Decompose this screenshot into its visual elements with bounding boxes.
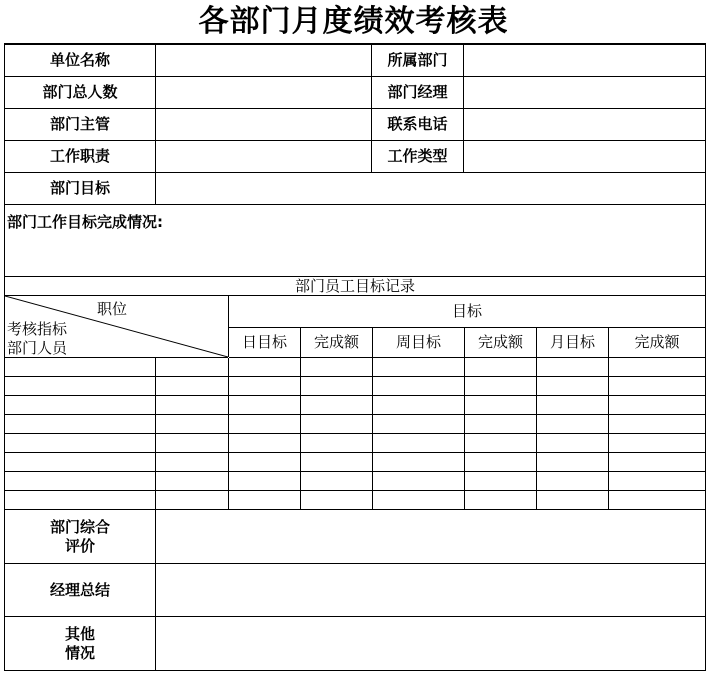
table-cell[interactable] [465,434,537,453]
evaluation-form [4,43,706,671]
header-target: 目标 [229,296,705,328]
col-daily-done: 完成额 [301,328,373,358]
table-cell[interactable] [301,434,373,453]
col-weekly-done: 完成额 [465,328,537,358]
table-cell[interactable] [373,472,465,491]
table-cell[interactable] [5,358,156,377]
input-total-staff[interactable] [156,77,372,109]
table-cell[interactable] [373,358,465,377]
table-cell[interactable] [373,434,465,453]
table-cell[interactable] [156,453,229,472]
table-cell[interactable] [465,377,537,396]
label-other: 其他 情况 [5,617,156,671]
label-goal: 部门目标 [5,173,156,205]
page-title: 各部门月度绩效考核表 [198,4,509,39]
table-cell[interactable] [465,415,537,434]
input-overall-evaluation[interactable] [156,510,705,564]
table-cell[interactable] [373,396,465,415]
label-department: 所属部门 [372,45,464,77]
table-cell[interactable] [373,491,465,510]
label-total-staff: 部门总人数 [5,77,156,109]
table-cell[interactable] [465,491,537,510]
input-unit-name[interactable] [156,45,372,77]
input-duties[interactable] [156,141,372,173]
record-heading: 部门员工目标记录 [5,277,705,296]
table-cell[interactable] [301,396,373,415]
table-cell[interactable] [229,472,301,491]
table-cell[interactable] [301,453,373,472]
table-cell[interactable] [465,358,537,377]
input-supervisor[interactable] [156,109,372,141]
label-overall-evaluation: 部门综合 评价 [5,510,156,564]
table-cell[interactable] [229,434,301,453]
table-cell[interactable] [301,491,373,510]
table-cell[interactable] [156,377,229,396]
table-cell[interactable] [156,396,229,415]
table-cell[interactable] [465,396,537,415]
table-cell[interactable] [5,434,156,453]
header-indicator: 考核指标 [7,320,68,338]
table-cell[interactable] [609,396,705,415]
table-cell[interactable] [301,358,373,377]
col-daily-target: 日目标 [229,328,301,358]
table-cell[interactable] [156,415,229,434]
table-cell[interactable] [229,377,301,396]
table-cell[interactable] [229,453,301,472]
table-cell[interactable] [537,358,609,377]
table-cell[interactable] [156,472,229,491]
col-weekly-target: 周目标 [373,328,465,358]
label-phone: 联系电话 [372,109,464,141]
table-cell[interactable] [373,453,465,472]
header-staff: 部门人员 [7,339,68,357]
table-cell[interactable] [5,396,156,415]
input-department[interactable] [464,45,705,77]
table-cell[interactable] [229,396,301,415]
table-cell[interactable] [5,453,156,472]
table-cell[interactable] [609,491,705,510]
table-cell[interactable] [537,434,609,453]
table-cell[interactable] [156,434,229,453]
table-cell[interactable] [5,491,156,510]
table-cell[interactable] [229,491,301,510]
col-monthly-target: 月目标 [537,328,609,358]
table-cell[interactable] [465,472,537,491]
table-cell[interactable] [537,453,609,472]
completion-status[interactable]: 部门工作目标完成情况: [5,205,705,277]
label-manager-summary: 经理总结 [5,564,156,617]
table-cell[interactable] [609,415,705,434]
table-cell[interactable] [373,415,465,434]
label-duties: 工作职责 [5,141,156,173]
table-cell[interactable] [537,396,609,415]
input-work-type[interactable] [464,141,705,173]
table-cell[interactable] [156,491,229,510]
table-cell[interactable] [5,415,156,434]
diagonal-header [5,296,228,357]
table-cell[interactable] [609,358,705,377]
table-cell[interactable] [5,472,156,491]
table-cell[interactable] [465,453,537,472]
table-cell[interactable] [537,377,609,396]
table-cell[interactable] [156,358,229,377]
table-cell[interactable] [301,377,373,396]
table-cell[interactable] [609,453,705,472]
label-manager: 部门经理 [372,77,464,109]
input-goal[interactable] [156,173,705,205]
table-cell[interactable] [609,434,705,453]
label-work-type: 工作类型 [372,141,464,173]
table-cell[interactable] [229,358,301,377]
table-cell[interactable] [229,415,301,434]
table-cell[interactable] [301,472,373,491]
col-monthly-done: 完成额 [609,328,705,358]
input-phone[interactable] [464,109,705,141]
table-cell[interactable] [609,377,705,396]
table-cell[interactable] [537,415,609,434]
input-other[interactable] [156,617,705,671]
table-cell[interactable] [609,472,705,491]
table-cell[interactable] [5,377,156,396]
label-unit-name: 单位名称 [5,45,156,77]
header-position: 职位 [97,300,128,318]
table-cell[interactable] [537,491,609,510]
table-cell[interactable] [301,415,373,434]
input-manager-summary[interactable] [156,564,705,617]
input-manager[interactable] [464,77,705,109]
table-cell[interactable] [373,377,465,396]
label-supervisor: 部门主管 [5,109,156,141]
table-cell[interactable] [537,472,609,491]
